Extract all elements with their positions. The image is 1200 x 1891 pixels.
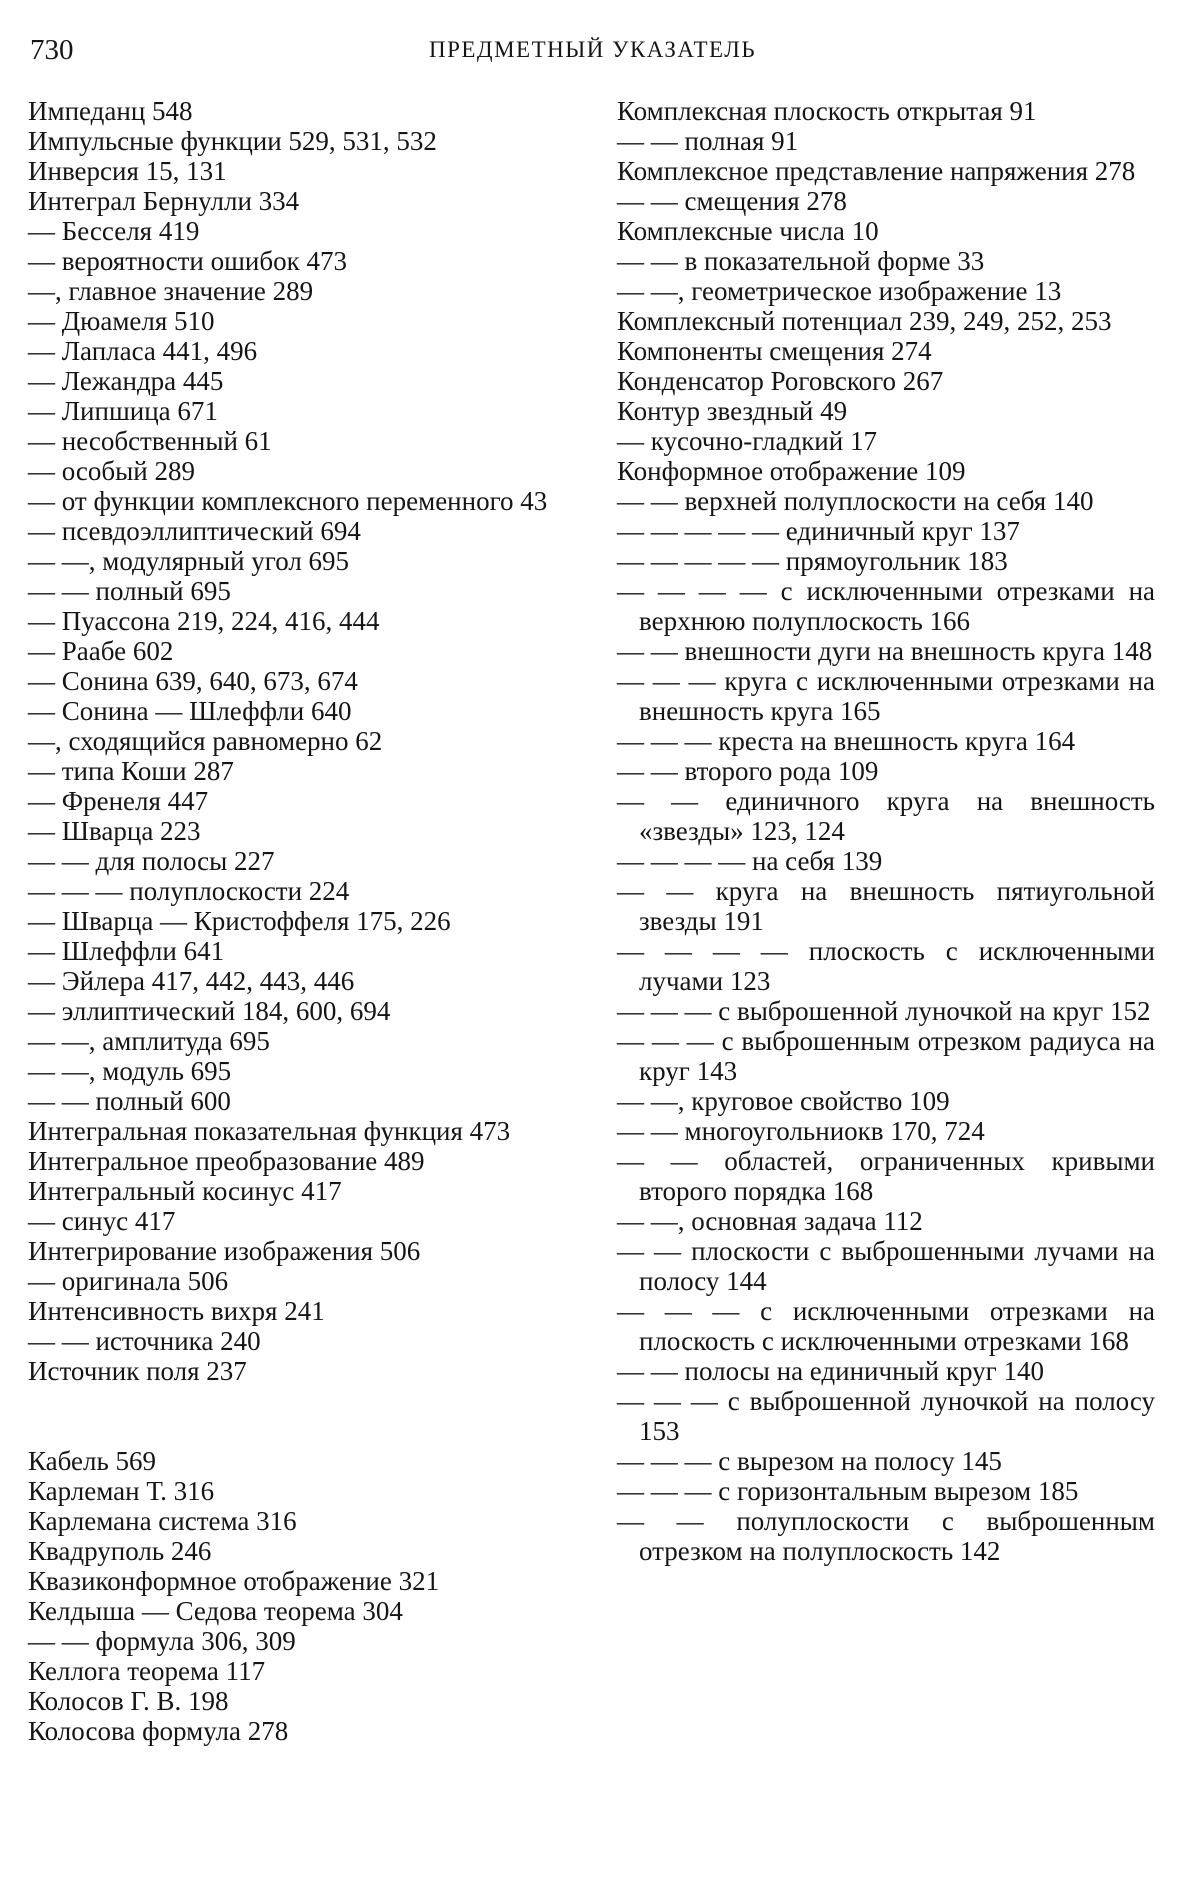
index-entry: Компоненты смещения 274 xyxy=(617,336,932,366)
index-entry: — Лапласа 441, 496 xyxy=(28,336,258,366)
index-section-i xyxy=(28,96,548,1386)
index-entry: — псевдоэллиптический 694 xyxy=(28,516,361,546)
index-entry: — вероятности ошибок 473 xyxy=(28,246,347,276)
index-entry: — Шварца 223 xyxy=(28,816,201,846)
index-entry: Интегрирование изображения 506 xyxy=(28,1236,421,1266)
index-entry: — — в показательной форме 33 xyxy=(617,246,985,276)
index-entry: Квадруполь 246 xyxy=(28,1536,212,1566)
index-entry: — — областей, ограниченных кривыми второго порядка 168 xyxy=(617,1146,1155,1206)
index-entry: Контур звездный 49 xyxy=(617,396,848,426)
index-entry: Интенсивность вихря 241 xyxy=(28,1296,325,1326)
index-entry: Келлога теорема 117 xyxy=(28,1656,266,1686)
index-entry: — — полный 600 xyxy=(28,1086,231,1116)
index-entry: — — источника 240 xyxy=(28,1326,261,1356)
index-entry: Интегральная показательная функция 473 xyxy=(28,1116,511,1146)
index-entry: — — верхней полуплоскости на себя 140 xyxy=(617,486,1094,516)
index-entry: — — полный 695 xyxy=(28,576,231,606)
index-entry: Кабель 569 xyxy=(28,1446,157,1476)
index-entry: Конденсатор Роговского 267 xyxy=(617,366,944,396)
index-entry: — от функции комплексного переменного 43 xyxy=(28,486,548,516)
index-entry: — Бесселя 419 xyxy=(28,216,200,246)
index-entry: — — — с выброшенным отрезком радиуса на круг 143 xyxy=(617,1026,1155,1086)
index-entry: — —, круговое свойство 109 xyxy=(617,1086,950,1116)
index-entry: — —, амплитуда 695 xyxy=(28,1026,270,1056)
index-entry: — — для полосы 227 xyxy=(28,846,275,876)
index-entry: — — — с вырезом на полосу 145 xyxy=(617,1446,1002,1476)
running-title: ПРЕДМЕТНЫЙ УКАЗАТЕЛЬ xyxy=(428,37,757,62)
index-entry: — Пуассона 219, 224, 416, 444 xyxy=(28,606,380,636)
index-entry: — — — — плоскость с исключенными лучами 123 xyxy=(617,936,1155,996)
index-entry: — — — креста на внешность круга 164 xyxy=(617,726,1076,756)
index-entry: Карлемана система 316 xyxy=(28,1506,297,1536)
index-entry: — — — полуплоскости 224 xyxy=(28,876,350,906)
index-entry: Импеданц 548 xyxy=(28,96,193,126)
index-entry: Комплексные числа 10 xyxy=(617,216,879,246)
index-entry: Комплексный потенциал 239, 249, 252, 253 xyxy=(617,306,1112,336)
index-entry: — — полуплоскости с выброшенным отрезком на полуплоскость 142 xyxy=(617,1506,1155,1566)
index-entry: — — — с горизонтальным вырезом 185 xyxy=(617,1476,1079,1506)
index-entry: — — формула 306, 309 xyxy=(28,1626,296,1656)
index-entry: — эллиптический 184, 600, 694 xyxy=(28,996,391,1026)
index-entry: Колосова формула 278 xyxy=(28,1716,289,1746)
left-index-column xyxy=(28,96,548,1746)
index-entry: — — — — — прямоугольник 183 xyxy=(617,546,1008,576)
index-entry: Инверсия 15, 131 xyxy=(28,156,227,186)
index-entry: — несобственный 61 xyxy=(28,426,272,456)
index-entry: Карлеман Т. 316 xyxy=(28,1476,215,1506)
index-entry: — Дюамеля 510 xyxy=(28,306,215,336)
page-number: 730 xyxy=(30,34,74,66)
index-entry: —, главное значение 289 xyxy=(28,276,314,306)
right-index-column xyxy=(617,96,1155,1566)
index-entry: — — — — — единичный круг 137 xyxy=(617,516,1020,546)
index-entry: Интеграл Бернулли 334 xyxy=(28,186,300,216)
index-entry: — Лежандра 445 xyxy=(28,366,224,396)
index-entry: — — полосы на единичный круг 140 xyxy=(617,1356,1044,1386)
index-entry: — Шлеффли 641 xyxy=(28,936,225,966)
index-entry: — — многоугольниокв 170, 724 xyxy=(617,1116,985,1146)
index-entry: — — — с выброшенной луночкой на полосу 153 xyxy=(617,1386,1155,1446)
index-entry: Комплексная плоскость открытая 91 xyxy=(617,96,1037,126)
index-entry: — — — круга с исключенными отрезками на внешность круга 165 xyxy=(617,666,1155,726)
page-header xyxy=(30,30,1155,70)
index-entry: — — — с выброшенной луночкой на круг 152 xyxy=(617,996,1151,1026)
index-entry: — Эйлера 417, 442, 443, 446 xyxy=(28,966,355,996)
index-entry: Интегральный косинус 417 xyxy=(28,1176,342,1206)
index-entry: — Раабе 602 xyxy=(28,636,174,666)
index-entry: — —, модуль 695 xyxy=(28,1056,232,1086)
index-entry: — — — с исключенными отрезками на плоскость с исключенными отрезками 168 xyxy=(617,1296,1155,1356)
index-entry: — — смещения 278 xyxy=(617,186,847,216)
index-entry: — — второго рода 109 xyxy=(617,756,879,786)
index-entry: Комплексное представление напряжения 278 xyxy=(617,156,1136,186)
index-entry: — оригинала 506 xyxy=(28,1266,229,1296)
index-entry: — Шварца — Кристоффеля 175, 226 xyxy=(28,906,451,936)
index-entry: — —, основная задача 112 xyxy=(617,1206,923,1236)
index-entry: — — плоскости с выброшенными лучами на полосу 144 xyxy=(617,1236,1155,1296)
index-entry: — особый 289 xyxy=(28,456,195,486)
index-entry: Келдыша — Седова теорема 304 xyxy=(28,1596,403,1626)
index-entry: Источник поля 237 xyxy=(28,1356,247,1386)
section-gap xyxy=(28,1386,548,1446)
index-entry: — типа Коши 287 xyxy=(28,756,234,786)
index-entry: — — внешности дуги на внешность круга 148 xyxy=(617,636,1153,666)
index-entry: — — круга на внешность пятиугольной звезды 191 xyxy=(617,876,1155,936)
index-entry: — — полная 91 xyxy=(617,126,799,156)
index-entry: — Липшица 671 xyxy=(28,396,218,426)
index-entry: — синус 417 xyxy=(28,1206,176,1236)
index-entry: — — — — на себя 139 xyxy=(617,846,883,876)
index-entry: Колосов Г. В. 198 xyxy=(28,1686,229,1716)
index-entry: — Френеля 447 xyxy=(28,786,209,816)
index-section-k xyxy=(28,1446,548,1746)
index-entry: — — единичного круга на внешность «звезды» 123, 124 xyxy=(617,786,1155,846)
index-entry: — кусочно-гладкий 17 xyxy=(617,426,877,456)
index-entry: —, сходящийся равномерно 62 xyxy=(28,726,383,756)
index-entry: Интегральное преобразование 489 xyxy=(28,1146,425,1176)
index-entry: — —, геометрическое изображение 13 xyxy=(617,276,1062,306)
index-entry: Конформное отображение 109 xyxy=(617,456,966,486)
index-entry: — —, модулярный угол 695 xyxy=(28,546,350,576)
index-entry: — Сонина 639, 640, 673, 674 xyxy=(28,666,358,696)
index-entry: Импульсные функции 529, 531, 532 xyxy=(28,126,437,156)
index-entry: Квазиконформное отображение 321 xyxy=(28,1566,440,1596)
index-entry: — — — — с исключенными отрезками на верхнюю полуплоскость 166 xyxy=(617,576,1155,636)
index-entry: — Сонина — Шлеффли 640 xyxy=(28,696,352,726)
